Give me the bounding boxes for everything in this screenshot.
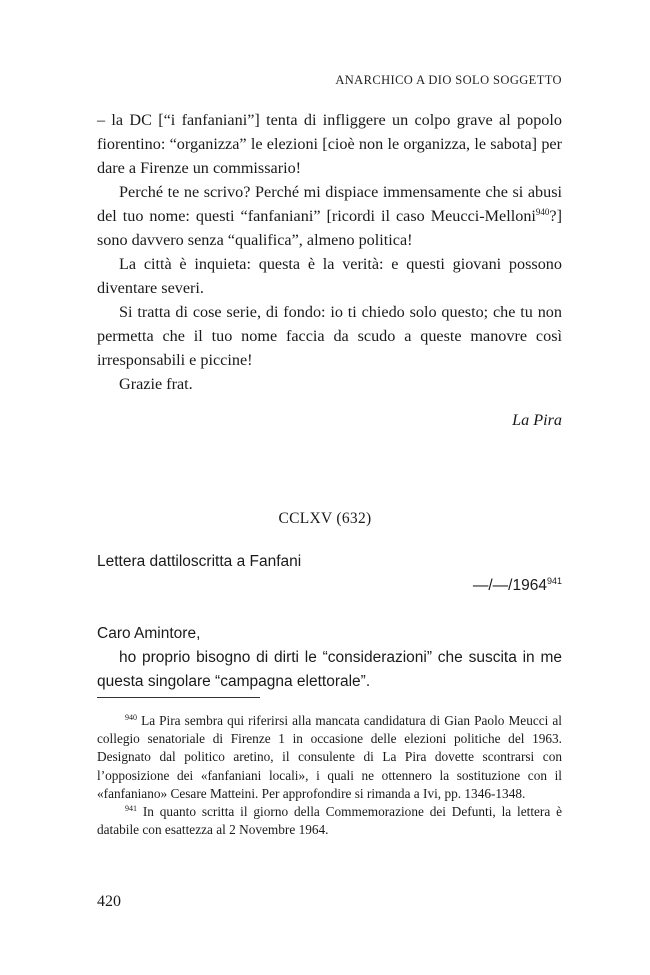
footnote-text: In quanto scritta il giorno della Commemorazione dei Defunti, la lettera è databile con esattezza al 2 Novembre 1964. xyxy=(97,804,563,838)
letter-paragraph-1: ho proprio bisogno di dirti le “considerazioni” che suscita in me questa singolare “campagna elettorale”. xyxy=(97,649,562,690)
paragraph-3: La città è inquieta: questa è la verità: e questi giovani possono diventare severi. xyxy=(97,255,562,297)
letter-description: Lettera dattiloscritta a Fanfani xyxy=(97,553,302,570)
footnote-940 xyxy=(97,712,562,803)
running-header: ANARCHICO A DIO SOLO SOGGETTO xyxy=(335,73,562,87)
signature: La Pira xyxy=(512,411,562,429)
paragraph-4: Si tratta di cose serie, di fondo: io ti chiedo solo questo; che tu non permetta che il tuo nome faccia da scudo a queste manovre così irresponsabili e piccine! xyxy=(97,303,562,369)
paragraph-5: Grazie frat. xyxy=(119,375,193,393)
footnote-number: 941 xyxy=(125,804,137,814)
footnotes xyxy=(97,712,562,839)
letter-block xyxy=(97,550,562,694)
footnote-ref-940[interactable]: 940 xyxy=(535,207,550,217)
letter-title: CCLXV (632) xyxy=(278,510,372,527)
paragraph-2-part-a: Perché te ne scrivo? Perché mi dispiace immensamente che si abusi del tuo nome: questi “fanfaniani” [ricordi il caso Meucci-Melloni xyxy=(97,183,562,225)
footnote-ref-941[interactable]: 941 xyxy=(546,576,562,586)
page-number: 420 xyxy=(97,893,121,910)
letter-date-text: —/—/1964 xyxy=(472,577,547,594)
paragraph-2 xyxy=(97,180,562,252)
letter-greeting: Caro Amintore, xyxy=(97,625,201,642)
footnote-number: 940 xyxy=(125,713,137,722)
footnote-divider xyxy=(97,697,260,698)
footnote-941 xyxy=(97,803,562,839)
paragraph-1: – la DC [“i fanfaniani”] tenta di infliggere un colpo grave al popolo fiorentino: “organizza” le elezioni [cioè non le organizza, le sabota] per dare a Firenze un commissario! xyxy=(97,111,562,177)
footnote-text: La Pira sembra qui riferirsi alla mancata candidatura di Gian Paolo Meucci al collegio senatoriale di Firenze 1 in occasione delle elezioni politiche del 1963. Designato dal politico aretino, il consulente di La Pira dovette scontrarsi con l’opposizione dei «fanfaniani locali», i quali ne ottennero la sostituzione con il «fanfaniano» Cesare Matteini. Per approfondire si rimanda a Ivi, pp. 1346-1348. xyxy=(97,713,563,801)
letter-continuation xyxy=(97,108,562,432)
letter-date xyxy=(97,574,562,598)
paragraph-2-part-b: ?] sono davvero senza “qualifica”, almeno politica! xyxy=(97,207,562,249)
